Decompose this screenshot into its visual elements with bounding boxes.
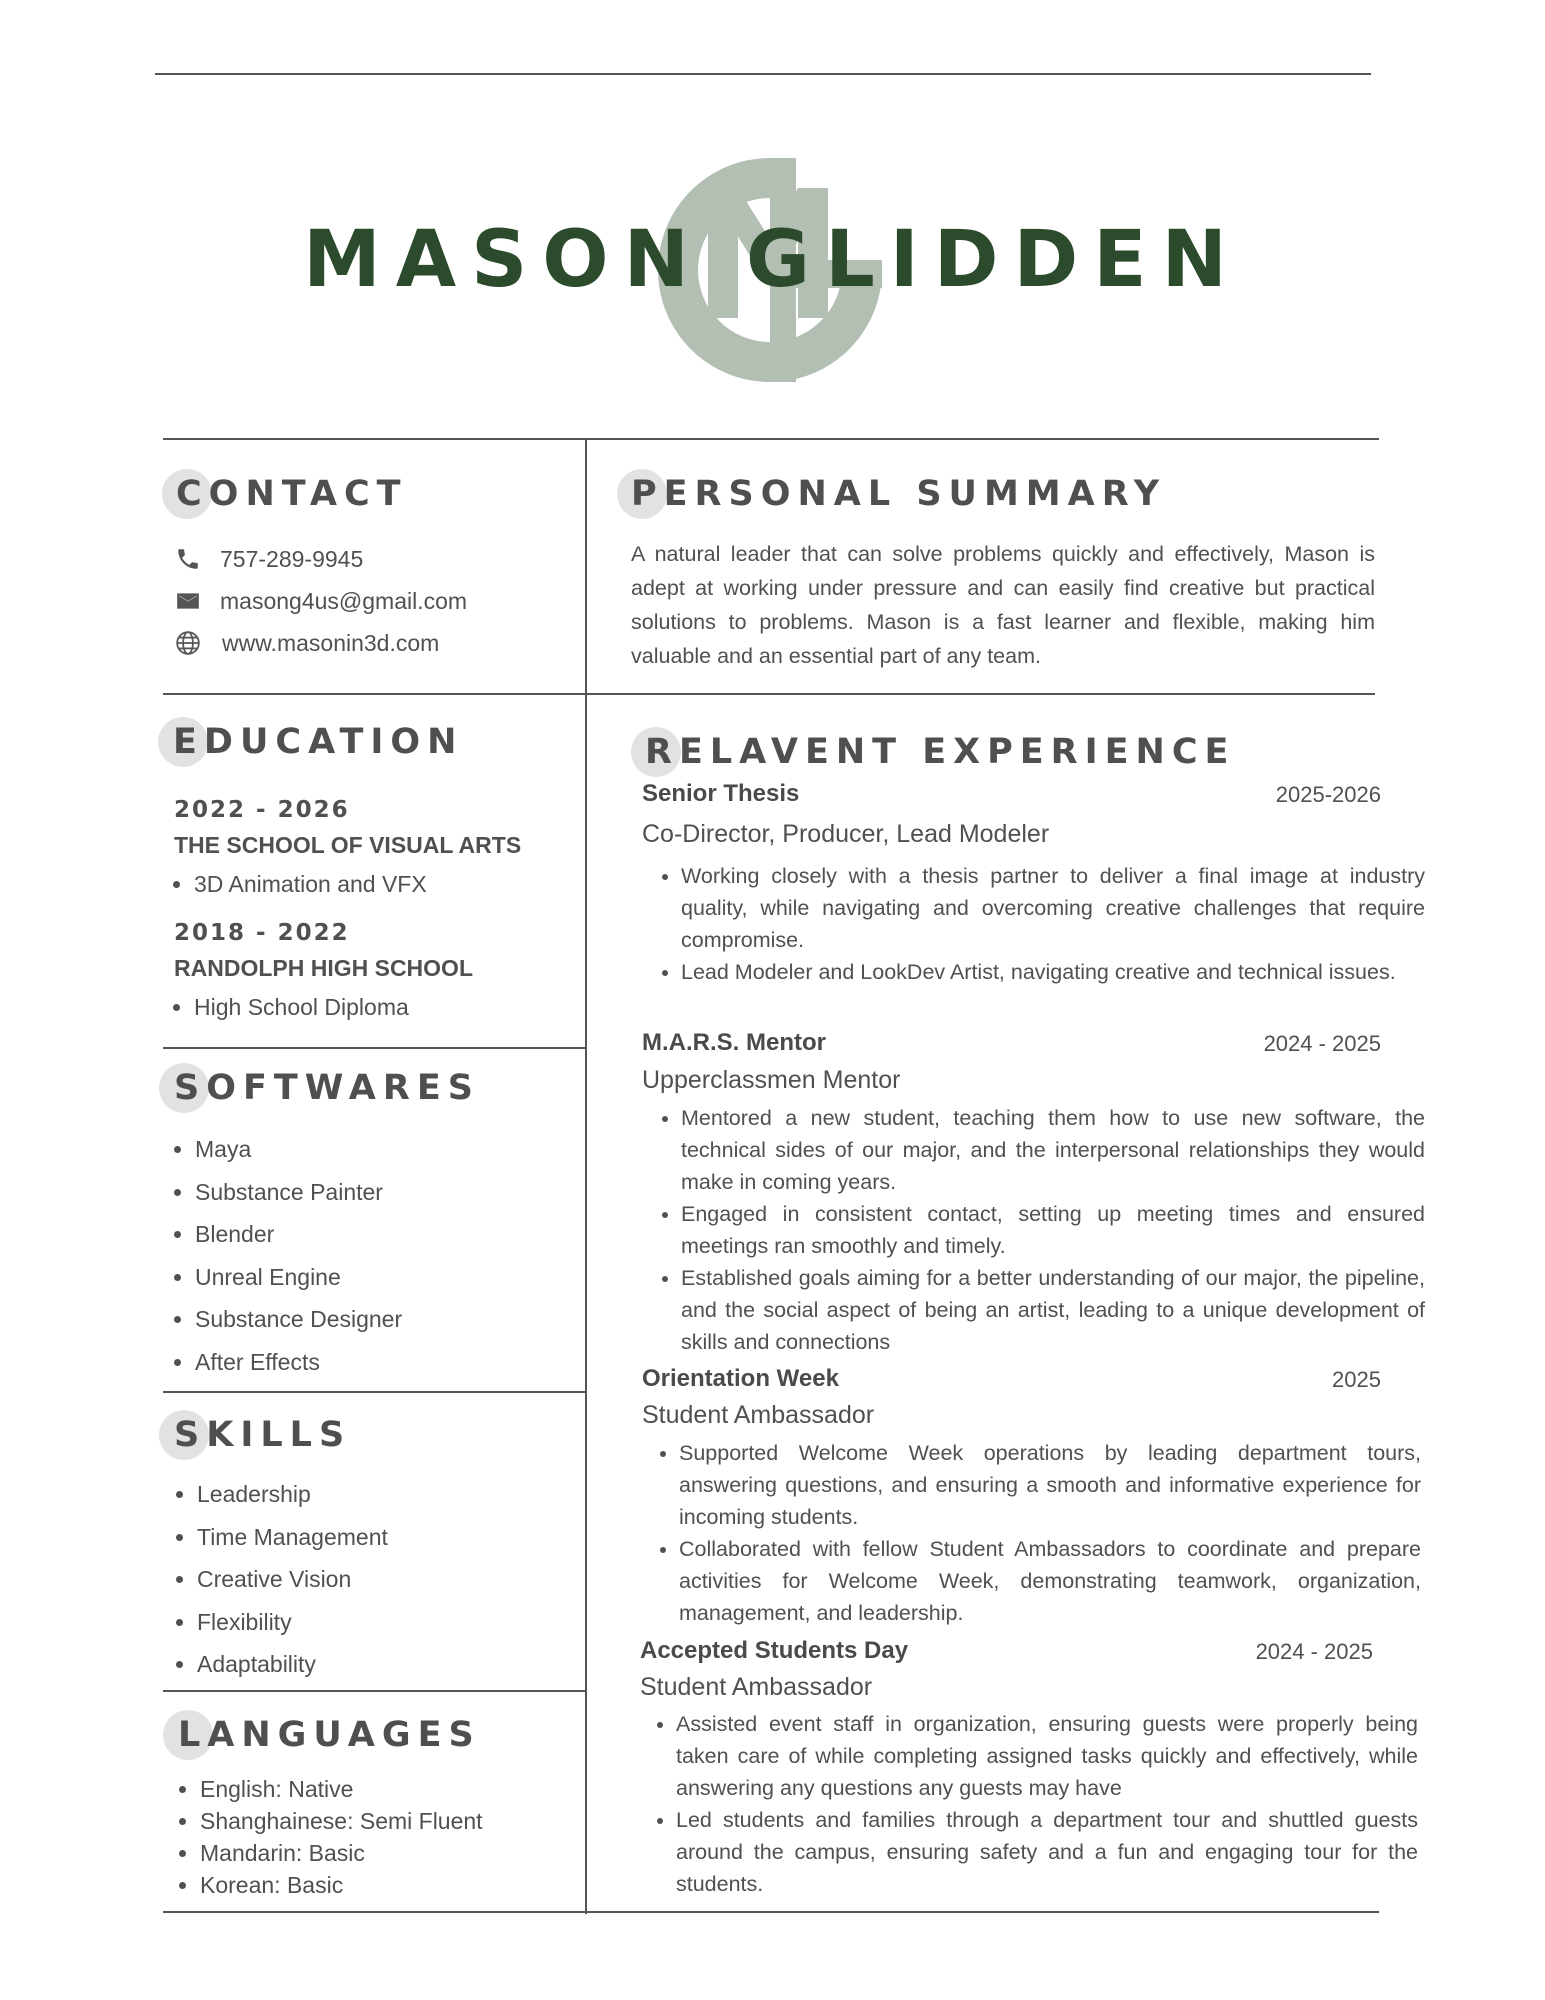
job-title: M.A.R.S. Mentor: [642, 1029, 826, 1056]
job-bullets: [641, 1437, 1421, 1629]
contact-email: masong4us@gmail.com: [220, 588, 468, 614]
job-title: Accepted Students Day: [640, 1637, 909, 1664]
phone-icon: [175, 546, 201, 572]
job-title: Orientation Week: [642, 1365, 839, 1392]
education-detail-list: [166, 871, 427, 898]
softwares-heading: SOFTWARES: [174, 1068, 480, 1108]
skills-list: [169, 1473, 388, 1686]
column-divider: [585, 438, 587, 1914]
list-item: • Unreal Engine: [195, 1256, 402, 1299]
list-item: • High School Diploma: [194, 994, 409, 1021]
list-item: • Maya: [195, 1128, 402, 1171]
list-item: • Led students and families through a department tour and shuttled guests around the campus, ensuring safety and a fun and engaging tour for the students.: [676, 1804, 1418, 1900]
languages-list: [172, 1773, 483, 1901]
job-date: 2025: [1332, 1367, 1381, 1392]
list-item: • Engaged in consistent contact, setting up meeting times and ensured meetings ran smoothly and timely.: [681, 1198, 1425, 1262]
list-item: • 3D Animation and VFX: [194, 871, 427, 898]
contact-heading: CONTACT: [176, 474, 408, 514]
list-item: • Leadership: [197, 1473, 388, 1516]
education-years: 2018 - 2022: [174, 920, 350, 946]
list-item: • Supported Welcome Week operations by leading department tours, answering questions, and ensuring a smooth and informative experience for incoming students.: [679, 1437, 1421, 1533]
list-item: • Flexibility: [197, 1601, 388, 1644]
header-divider: [163, 438, 1379, 440]
summary-text: A natural leader that can solve problems quickly and effectively, Mason is adept at working under pressure and can easily find creative but practical solutions to problems. Mason is a fast learner and flexible, making him valuable and an essential part of any team.: [631, 542, 1375, 668]
skills-heading: SKILLS: [174, 1415, 352, 1455]
list-item: • Korean: Basic: [200, 1869, 483, 1901]
job-bullets: [643, 1102, 1425, 1358]
top-rule: [155, 73, 1371, 75]
list-item: • English: Native: [200, 1773, 483, 1805]
job-bullets: [638, 1708, 1418, 1900]
bottom-rule: [163, 1911, 1379, 1913]
experience-heading: RELAVENT EXPERIENCE: [645, 732, 1236, 772]
job-date: 2024 - 2025: [1263, 1031, 1381, 1056]
job-date: 2025-2026: [1275, 782, 1381, 807]
education-heading: EDUCATION: [173, 722, 464, 762]
job-title: Senior Thesis: [642, 780, 800, 807]
globe-icon: [175, 630, 201, 656]
contact-website[interactable]: www.masonin3d.com: [222, 630, 440, 656]
education-school: THE SCHOOL OF VISUAL ARTS: [174, 832, 522, 858]
education-detail-list: [166, 994, 409, 1021]
list-item: • After Effects: [195, 1341, 402, 1384]
skills-divider: [163, 1690, 585, 1692]
envelope-icon: [175, 588, 201, 614]
softwares-list: [167, 1128, 402, 1383]
contact-phone: 757-289-9945: [220, 546, 364, 572]
education-school: RANDOLPH HIGH SCHOOL: [174, 955, 473, 981]
candidate-name: MASON GLIDDEN: [303, 215, 1242, 305]
list-item: • Collaborated with fellow Student Ambassadors to coordinate and prepare activities for Welcome Week, demonstrating teamwork, organization, management, and leadership.: [679, 1533, 1421, 1629]
summary-divider: [585, 693, 1375, 695]
job-role: Co-Director, Producer, Lead Modeler: [642, 820, 1050, 848]
job-role: Student Ambassador: [642, 1401, 875, 1429]
list-item: • Blender: [195, 1213, 402, 1256]
education-years: 2022 - 2026: [174, 797, 350, 823]
list-item: • Time Management: [197, 1516, 388, 1559]
list-item: • Working closely with a thesis partner to deliver a final image at industry quality, while navigating and overcoming creative challenges that require compromise.: [681, 860, 1425, 956]
job-role: Upperclassmen Mentor: [642, 1066, 901, 1094]
list-item: • Creative Vision: [197, 1558, 388, 1601]
education-divider: [163, 1047, 585, 1049]
softwares-divider: [163, 1391, 585, 1393]
list-item: • Mandarin: Basic: [200, 1837, 483, 1869]
list-item: • Substance Painter: [195, 1171, 402, 1214]
job-bullets: [643, 860, 1425, 988]
contact-divider: [163, 693, 585, 695]
job-role: Student Ambassador: [640, 1673, 873, 1701]
list-item: • Established goals aiming for a better understanding of our major, the pipeline, and the social aspect of being an artist, leading to a unique development of skills and connections: [681, 1262, 1425, 1358]
list-item: • Lead Modeler and LookDev Artist, navigating creative and technical issues.: [681, 956, 1425, 988]
list-item: • Adaptability: [197, 1643, 388, 1686]
list-item: • Substance Designer: [195, 1298, 402, 1341]
job-date: 2024 - 2025: [1255, 1639, 1373, 1664]
list-item: • Mentored a new student, teaching them how to use new software, the technical sides of our major, and the interpersonal relationships they would make in coming years.: [681, 1102, 1425, 1198]
list-item: • Assisted event staff in organization, ensuring guests were properly being taken care of while completing assigned tasks quickly and effectively, while answering any questions any guests may have: [676, 1708, 1418, 1804]
summary-heading: PERSONAL SUMMARY: [631, 474, 1167, 514]
languages-heading: LANGUAGES: [178, 1715, 481, 1755]
list-item: • Shanghainese: Semi Fluent: [200, 1805, 483, 1837]
